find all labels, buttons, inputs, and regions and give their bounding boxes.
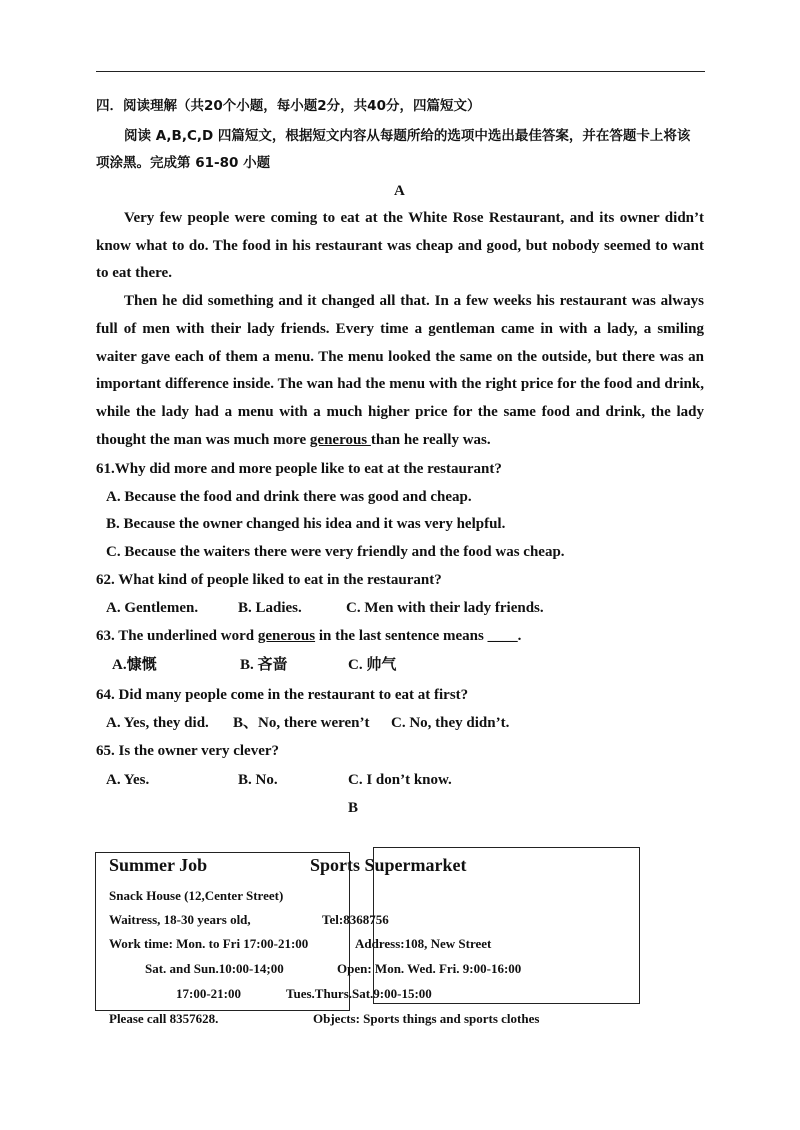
- sports-supermarket-address: Address:108, New Street: [355, 936, 492, 951]
- summer-job-call: Please call 8357628.: [109, 1011, 219, 1026]
- question-61: 61.Why did more and more people like to eat at the restaurant?: [96, 461, 502, 477]
- passage-a-paragraph-1: Very few people were coming to eat at the White Rose Restaurant, and its owner didn’t know what to do. The food in his restaurant was cheap and good, but nobody seemed to want to eat there.: [96, 210, 704, 282]
- sports-supermarket-tel: Tel:8368756: [322, 912, 389, 927]
- question-62: 62. What kind of people liked to eat in the restaurant?: [96, 572, 442, 588]
- q63-option-a: A.慷慨: [112, 657, 157, 673]
- q63-option-c: C. 帅气: [348, 657, 397, 673]
- summer-job-position: Waitress, 18-30 years old,: [109, 912, 251, 927]
- sports-supermarket-open-1: Open: Mon. Wed. Fri. 9:00-16:00: [337, 961, 522, 976]
- summer-job-worktime-1: Work time: Mon. to Fri 17:00-21:00: [109, 936, 309, 951]
- q62-option-c: C. Men with their lady friends.: [346, 600, 544, 616]
- q64-option-c: C. No, they didn’t.: [391, 715, 510, 731]
- passage-a-paragraph-2: Then he did something and it changed all that. In a few weeks his restaurant was always full of men with their lady friends. Every time a gentleman came in with a lady, a smiling waiter gave each of them a menu. The menu looked the same on the outside, but there was an important difference inside. The wan had the menu with the right price for the food and drink, while the lady had a menu with a much higher price for the same food and drink, the lady thought the man was much more generous than he really was.: [96, 293, 704, 448]
- passage-b-label: B: [348, 800, 359, 816]
- section-heading: 四．阅读理解（共20个小题，每小题2分，共40分，四篇短文）: [96, 98, 481, 114]
- question-64: 64. Did many people come in the restaurant to eat at first?: [96, 687, 469, 703]
- question-63: 63. The underlined word generous in the last sentence means ____.: [96, 628, 522, 644]
- question-65: 65. Is the owner very clever?: [96, 743, 280, 759]
- instructions-line2: 项涂黑。完成第 61-80 小题: [96, 155, 271, 171]
- q62-option-b: B. Ladies.: [238, 600, 302, 616]
- sports-supermarket-open-2: Tues.Thurs.Sat.9:00-15:00: [286, 986, 432, 1001]
- top-rule: [96, 71, 705, 72]
- q65-option-c: C. I don’t know.: [348, 772, 452, 788]
- passage-a-label: A: [394, 183, 405, 199]
- summer-job-worktime-3: 17:00-21:00: [176, 986, 241, 1001]
- q63-option-b: B. 吝啬: [240, 657, 288, 673]
- passage-a-body: [96, 205, 704, 454]
- underlined-word: generous: [257, 628, 316, 644]
- q64-option-b: B、No, there weren’t: [233, 715, 370, 731]
- q65-option-a: A. Yes.: [106, 772, 150, 788]
- underlined-word: generous: [309, 431, 371, 448]
- q61-option-b: B. Because the owner changed his idea and it was very helpful.: [106, 516, 506, 532]
- q61-option-a: A. Because the food and drink there was good and cheap.: [106, 489, 472, 505]
- q64-option-a: A. Yes, they did.: [106, 715, 209, 731]
- summer-job-place: Snack House (12,Center Street): [109, 888, 284, 903]
- q62-option-a: A. Gentlemen.: [106, 600, 199, 616]
- sports-supermarket-objects: Objects: Sports things and sports clothes: [313, 1011, 540, 1026]
- instructions-line1: 阅读 A,B,C,D 四篇短文，根据短文内容从每题所给的选项中选出最佳答案，并在答题卡上将该: [124, 128, 691, 144]
- q61-option-c: C. Because the waiters there were very friendly and the food was cheap.: [106, 544, 565, 560]
- q65-option-b: B. No.: [238, 772, 278, 788]
- summer-job-title: Summer Job: [109, 855, 208, 875]
- summer-job-worktime-2: Sat. and Sun.10:00-14;00: [145, 961, 284, 976]
- sports-supermarket-title: Sports Supermarket: [310, 855, 467, 875]
